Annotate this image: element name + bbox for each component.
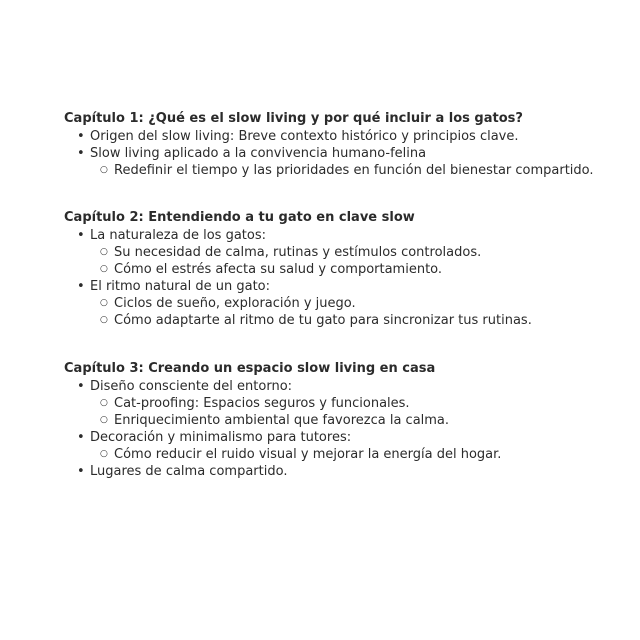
bullet-circle-icon: ○ xyxy=(100,415,108,425)
list-item xyxy=(64,463,624,480)
list-item-text: Slow living aplicado a la convivencia humano-felina xyxy=(90,146,427,161)
bullet-circle-icon: ○ xyxy=(100,315,108,325)
sub-list-item xyxy=(64,395,624,412)
sub-list-item-text: Cat-proofing: Espacios seguros y funcionales. xyxy=(114,396,410,411)
sub-list-item-text: Cómo el estrés afecta su salud y comportamiento. xyxy=(114,262,443,277)
sub-list-item xyxy=(64,261,624,278)
sub-list-item xyxy=(64,244,624,261)
list-item xyxy=(64,227,624,244)
sub-list-item-text: Cómo reducir el ruido visual y mejorar la energía del hogar. xyxy=(114,447,502,462)
chapter-2 xyxy=(64,209,624,329)
bullet-circle-icon: ○ xyxy=(100,247,108,257)
chapter-list xyxy=(64,128,624,179)
list-item xyxy=(64,145,624,162)
chapter-title: Capítulo 1: ¿Qué es el slow living y por qué incluir a los gatos? xyxy=(64,111,523,126)
list-item-text: El ritmo natural de un gato: xyxy=(90,279,271,294)
list-item xyxy=(64,278,624,295)
list-item xyxy=(64,378,624,395)
bullet-circle-icon: ○ xyxy=(100,264,108,274)
chapter-title: Capítulo 2: Entendiendo a tu gato en clave slow xyxy=(64,210,415,225)
chapter-3 xyxy=(64,360,624,480)
bullet-dot-icon: • xyxy=(77,430,85,445)
list-item xyxy=(64,429,624,446)
list-item-text: Lugares de calma compartido. xyxy=(90,464,288,479)
list-item xyxy=(64,128,624,145)
sub-list-item xyxy=(64,162,624,179)
chapter-1 xyxy=(64,110,624,179)
list-item-text: La naturaleza de los gatos: xyxy=(90,228,267,243)
bullet-dot-icon: • xyxy=(77,379,85,394)
bullet-circle-icon: ○ xyxy=(100,298,108,308)
sub-list-item xyxy=(64,295,624,312)
sub-list-item-text: Redefinir el tiempo y las prioridades en función del bienestar compartido. xyxy=(114,163,594,178)
sub-list-item-text: Su necesidad de calma, rutinas y estímulos controlados. xyxy=(114,245,482,260)
chapter-list xyxy=(64,227,624,329)
sub-list-item-text: Enriquecimiento ambiental que favorezca la calma. xyxy=(114,413,450,428)
sub-list-item xyxy=(64,446,624,463)
sub-list-item-text: Ciclos de sueño, exploración y juego. xyxy=(114,296,356,311)
bullet-dot-icon: • xyxy=(77,464,85,479)
sub-list-item xyxy=(64,412,624,429)
chapter-list xyxy=(64,378,624,480)
sub-list-item xyxy=(64,312,624,329)
bullet-dot-icon: • xyxy=(77,146,85,161)
list-item-text: Diseño consciente del entorno: xyxy=(90,379,293,394)
list-item-text: Origen del slow living: Breve contexto histórico y principios clave. xyxy=(90,129,519,144)
bullet-dot-icon: • xyxy=(77,228,85,243)
bullet-circle-icon: ○ xyxy=(100,165,108,175)
bullet-dot-icon: • xyxy=(77,279,85,294)
chapter-title: Capítulo 3: Creando un espacio slow living en casa xyxy=(64,361,436,376)
list-item-text: Decoración y minimalismo para tutores: xyxy=(90,430,352,445)
bullet-dot-icon: • xyxy=(77,129,85,144)
bullet-circle-icon: ○ xyxy=(100,398,108,408)
bullet-circle-icon: ○ xyxy=(100,449,108,459)
sub-list-item-text: Cómo adaptarte al ritmo de tu gato para sincronizar tus rutinas. xyxy=(114,313,532,328)
